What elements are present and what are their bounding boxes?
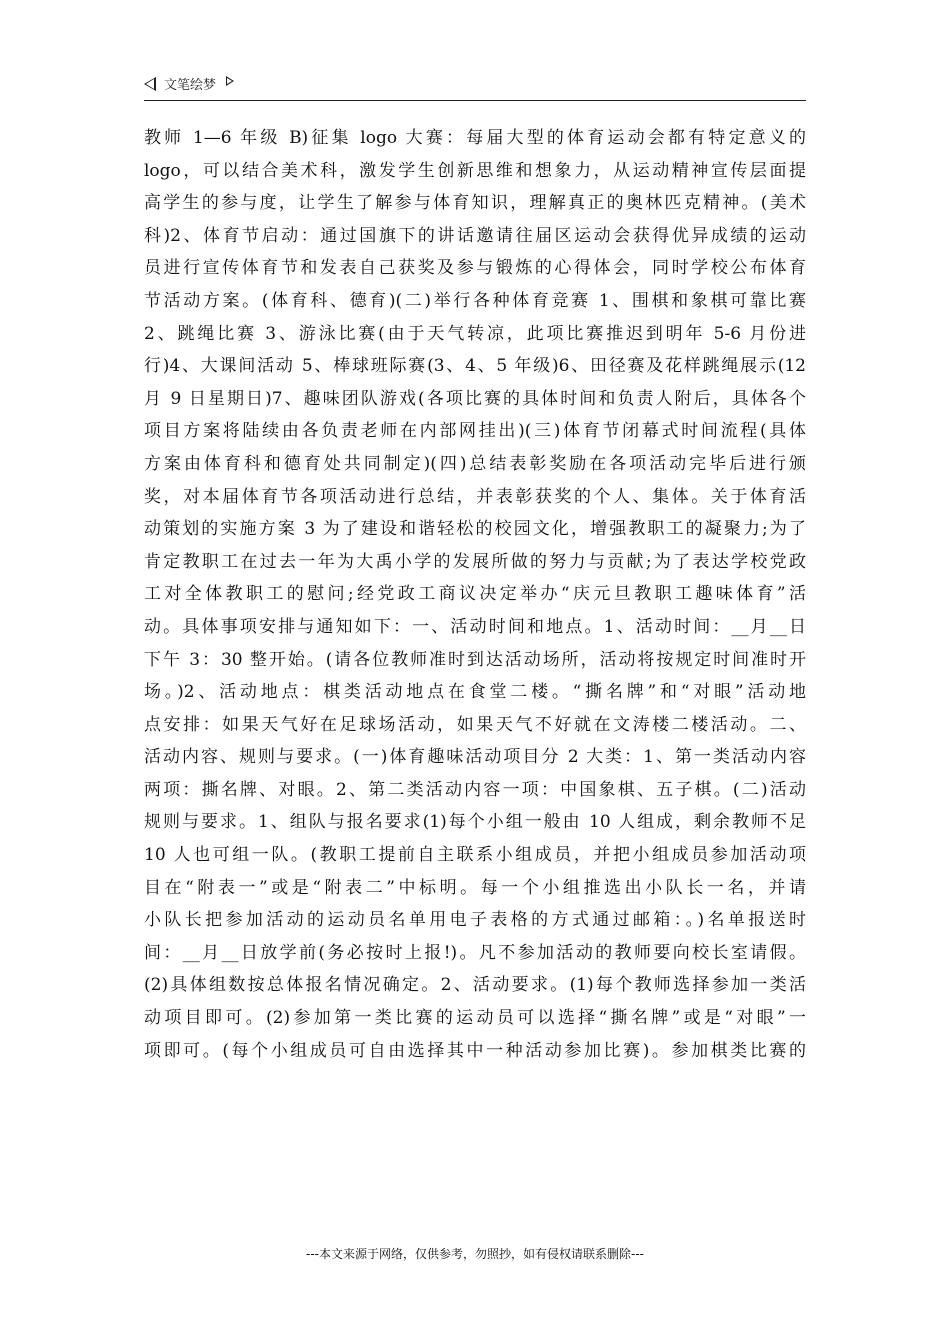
body-line: 活动内容、规则与要求。(一)体育趣味活动项目分 2 大类：1、第一类活动内容 xyxy=(144,747,806,768)
body-line: 奖，对本届体育节各项活动进行总结，并表彰获奖的个人、集体。关于体育活 xyxy=(144,486,806,507)
body-line: 间：__月__日放学前(务必按时上报!)。凡不参加活动的教师要向校长室请假。 xyxy=(144,942,806,963)
body-line: 方案由体育科和德育处共同制定)(四)总结表彰奖励在各项活动完毕后进行颁 xyxy=(144,453,806,474)
header-brand xyxy=(144,74,234,93)
triangle-right-icon xyxy=(226,76,234,86)
footer-disclaimer: ---本文来源于网络，仅供参考，勿照抄，如有侵权请联系删除--- xyxy=(306,1247,644,1261)
body-line: 2、跳绳比赛 3、游泳比赛(由于天气转凉，此项比赛推迟到明年 5-6 月份进 xyxy=(144,323,806,344)
body-line: 肯定教职工在过去一年为大禹小学的发展所做的努力与贡献;为了表达学校党政 xyxy=(144,551,806,572)
page-header xyxy=(144,72,806,101)
body-line: 点安排：如果天气好在足球场活动，如果天气不好就在文涛楼二楼活动。二、 xyxy=(144,714,806,735)
body-line: 规则与要求。1、组队与报名要求(1)每个小组一般由 10 人组成，剩余教师不足 xyxy=(144,812,806,833)
body-line: 目在“附表一”或是“附表二”中标明。每一个小组推选出小队长一名，并请 xyxy=(144,877,806,898)
body-line: 员进行宣传体育节和发表自己获奖及参与锻炼的心得体会，同时学校公布体育 xyxy=(144,258,806,279)
body-line: 科)2、体育节启动：通过国旗下的讲话邀请往届区运动会获得优异成绩的运动 xyxy=(144,225,806,246)
body-line: logo，可以结合美术科，激发学生创新思维和想象力，从运动精神宣传层面提 xyxy=(144,160,806,181)
triangle-left-icon xyxy=(144,77,156,91)
body-line: 月 9 日星期日)7、趣味团队游戏(各项比赛的具体时间和负责人附后，具体各个 xyxy=(144,388,806,409)
body-line: 动项目即可。(2)参加第一类比赛的运动员可以选择“撕名牌”或是“对眼”一 xyxy=(144,1008,806,1029)
body-line: 行)4、大课间活动 5、棒球班际赛(3、4、5 年级)6、田径赛及花样跳绳展示(12 xyxy=(144,356,806,377)
body-line: 两项：撕名牌、对眼。2、第二类活动内容一项：中国象棋、五子棋。(二)活动 xyxy=(144,779,806,800)
body-line: 场。)2、活动地点：棋类活动地点在食堂二楼。“撕名牌”和“对眼”活动地 xyxy=(144,682,806,703)
brand-name: 文笔绘梦 xyxy=(164,78,217,93)
body-line: 项即可。(每个小组成员可自由选择其中一种活动参加比赛)。参加棋类比赛的 xyxy=(144,1040,806,1061)
body-line: 工对全体教职工的慰问;经党政工商议决定举办“庆元旦教职工趣味体育”活 xyxy=(144,584,806,605)
body-line: 动策划的实施方案 3 为了建设和谐轻松的校园文化，增强教职工的凝聚力;为了 xyxy=(144,519,806,540)
document-body xyxy=(144,122,806,1067)
body-line: 教师 1—6 年级 B)征集 logo 大赛：每届大型的体育运动会都有特定意义的 xyxy=(144,128,806,148)
body-line: 节活动方案。(体育科、德育)(二)举行各种体育竞赛 1、围棋和象棋可靠比赛 xyxy=(144,290,806,311)
body-line: 10 人也可组一队。(教职工提前自主联系小组成员，并把小组成员参加活动项 xyxy=(144,845,806,866)
body-line: 项目方案将陆续由各负责老师在内部网挂出)(三)体育节闭幕式时间流程(具体 xyxy=(144,421,806,442)
body-line: (2)具体组数按总体报名情况确定。2、活动要求。(1)每个教师选择参加一类活 xyxy=(144,975,806,996)
body-line: 动。具体事项安排与通知如下：一、活动时间和地点。1、活动时间：__月__日 xyxy=(144,616,806,637)
body-line: 下午 3：30 整开始。(请各位教师准时到达活动场所，活动将按规定时间准时开 xyxy=(144,649,806,670)
body-line: 高学生的参与度，让学生了解参与体育知识，理解真正的奥林匹克精神。(美术 xyxy=(144,193,806,214)
body-line: 小队长把参加活动的运动员名单用电子表格的方式通过邮箱：。)名单报送时 xyxy=(144,910,806,931)
